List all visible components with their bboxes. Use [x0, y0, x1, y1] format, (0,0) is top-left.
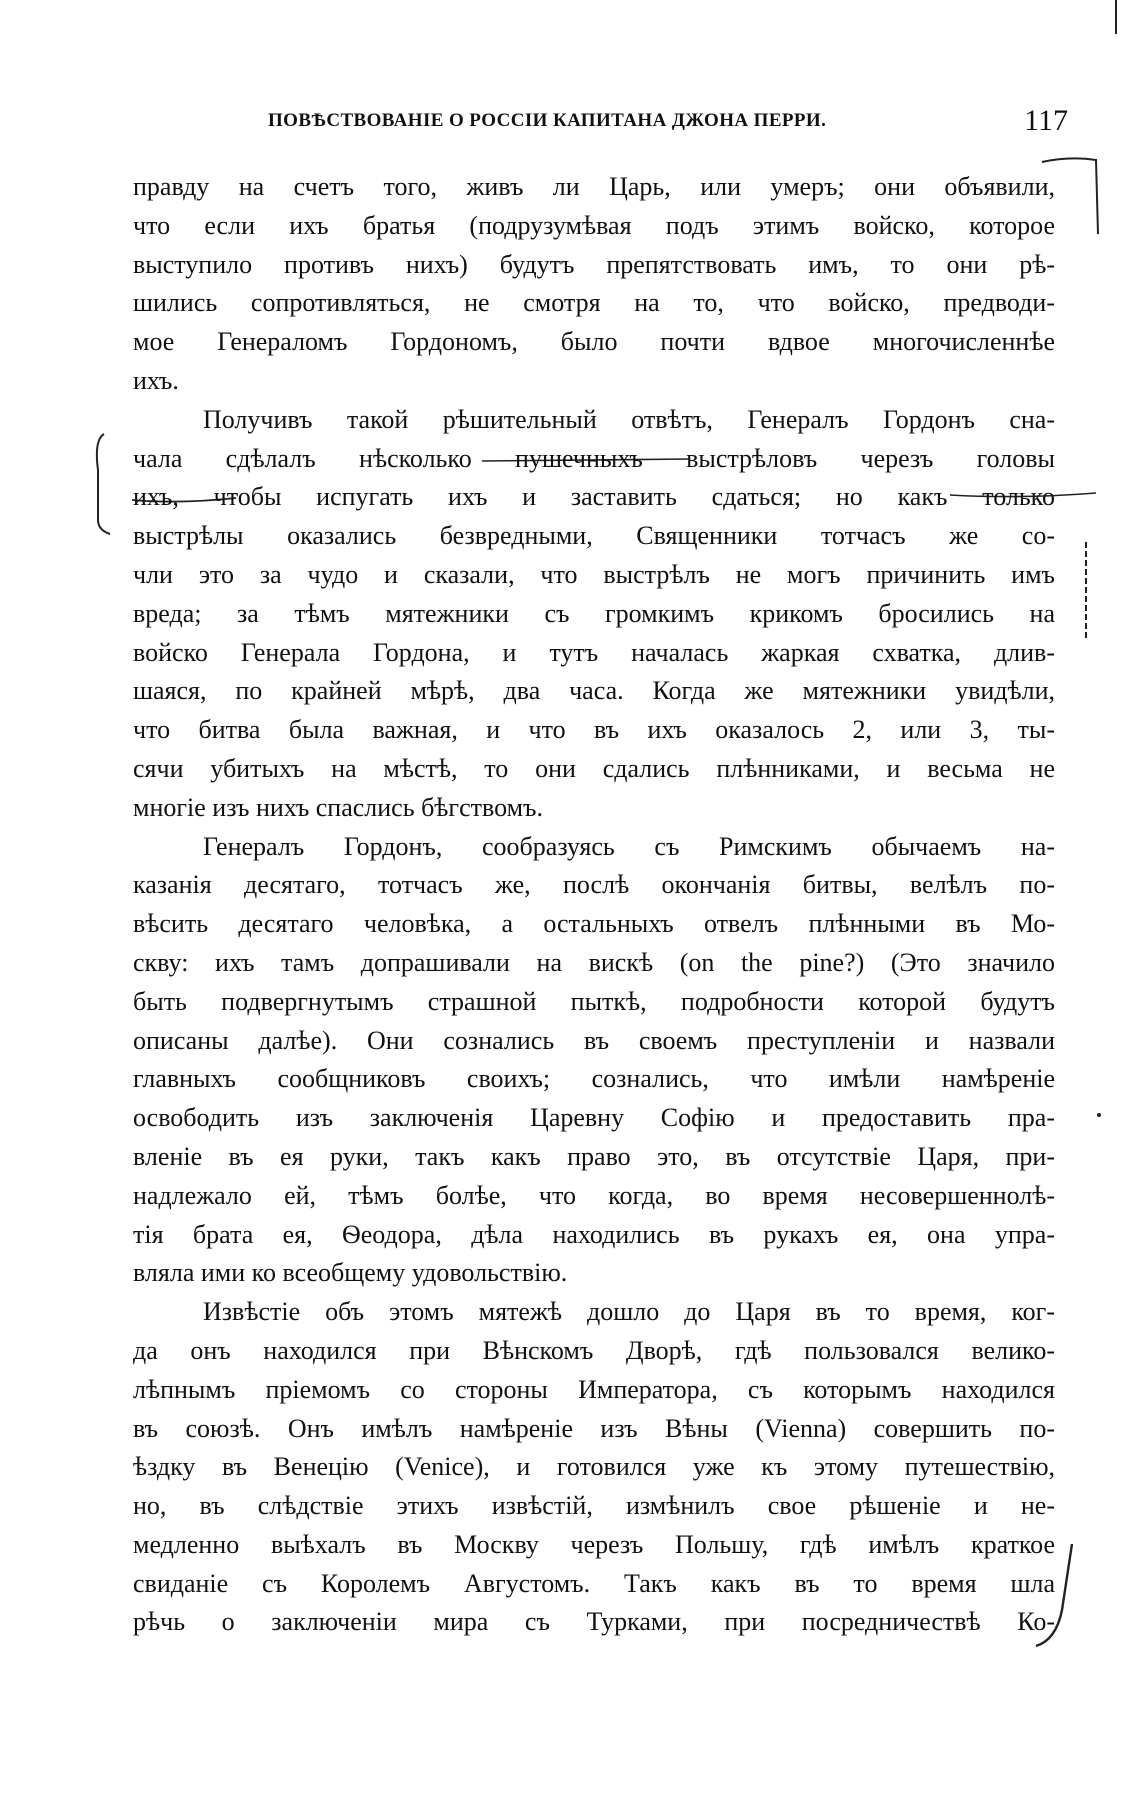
- running-title: ПОВѢСТВОВАНІЕ О РОССІИ КАПИТАНА ДЖОНА ПЕРРИ.: [268, 110, 827, 131]
- text-line: Генералъ Гордонъ, сообразуясь съ Римскимъ обычаемъ на-: [203, 831, 1055, 861]
- text-line: медленно выѣхалъ въ Москву черезъ Польшу, гдѣ имѣлъ краткое: [133, 1529, 1055, 1559]
- text-line: чала сдѣлалъ нѣсколько пушечныхъ выстрѣловъ черезъ головы: [133, 443, 1055, 473]
- running-head: [268, 104, 1068, 140]
- text-line: мое Генераломъ Гордономъ, было почти вдвое многочисленнѣе: [133, 327, 1055, 357]
- text-line: шаяся, по крайней мѣрѣ, два часа. Когда же мятежники увидѣли,: [133, 676, 1055, 706]
- margin-bracket-right-middle: [1076, 540, 1096, 650]
- text-line: лѣпнымъ пріемомъ со стороны Императора, съ которымъ находился: [133, 1374, 1055, 1404]
- margin-bracket-left: [90, 430, 120, 540]
- page-edge-mark: [1104, 0, 1124, 40]
- text-line: вляла ими ко всеобщему удовольствію.: [133, 1258, 568, 1288]
- text-line: быть подвергнутымъ страшной пыткѣ, подробности которой будутъ: [133, 986, 1055, 1016]
- text-line: но, въ слѣдствіе этихъ извѣстій, измѣнилъ свое рѣшеніе и не-: [133, 1491, 1055, 1521]
- text-line: выстрѣлы оказались безвредными, Священники тотчасъ же со-: [133, 521, 1055, 551]
- text-line: вреда; за тѣмъ мятежники съ громкимъ крикомъ бросились на: [133, 598, 1055, 628]
- text-line: въ союзѣ. Онъ имѣлъ намѣреніе изъ Вѣны (Vienna) совершить по-: [133, 1413, 1055, 1443]
- text-line: правду на счетъ того, живъ ли Царь, или умеръ; они объявили,: [133, 172, 1055, 201]
- text-line: тія брата ея, Ѳеодора, дѣла находились въ рукахъ ея, она упра-: [133, 1219, 1055, 1249]
- text-line: надлежало ей, тѣмъ болѣе, что когда, во время несовершеннолѣ-: [133, 1180, 1055, 1210]
- text-line: описаны далѣе). Они сознались въ своемъ преступленіи и назвали: [133, 1025, 1055, 1055]
- text-line: войско Генерала Гордона, и тутъ началась жаркая схватка, длив-: [133, 637, 1055, 667]
- text-line: что если ихъ братья (подрузумѣвая подъ этимъ войско, которое: [133, 210, 1055, 240]
- text-line: Извѣстіе объ этомъ мятежѣ дошло до Царя въ то время, ког-: [203, 1297, 1055, 1327]
- text-line: ѣздку въ Венецію (Venice), и готовился уже къ этому путешествію,: [133, 1452, 1055, 1482]
- text-line: многіе изъ нихъ спаслись бѣгствомъ.: [133, 792, 543, 822]
- text-line: главныхъ сообщниковъ своихъ; сознались, что имѣли намѣреніе: [133, 1064, 1055, 1094]
- text-line: да онъ находился при Вѣнскомъ Дворѣ, гдѣ пользовался велико-: [133, 1335, 1055, 1365]
- margin-dot: [1094, 1110, 1104, 1120]
- text-line: шились сопротивляться, не смотря на то, что войско, предводи-: [133, 288, 1055, 318]
- text-line: Получивъ такой рѣшительный отвѣтъ, Генералъ Гордонъ сна-: [203, 404, 1055, 434]
- text-line: ихъ, чтобы испугать ихъ и заставить сдаться; но какъ только: [133, 482, 1055, 512]
- text-line: чли это за чудо и сказали, что выстрѣлъ не могъ причинить имъ: [133, 559, 1055, 589]
- body-text: [133, 168, 1055, 1642]
- text-line: ихъ.: [133, 365, 179, 395]
- text-line: освободить изъ заключенія Царевну Софію и предоставить пра-: [133, 1103, 1055, 1133]
- text-line: скву: ихъ тамъ допрашивали на вискѣ (on the pine?) (Это значило: [133, 947, 1055, 977]
- text-line: что битва была важная, и что въ ихъ оказалось 2, или 3, ты-: [133, 715, 1055, 745]
- text-line: вленіе въ ея руки, такъ какъ право это, въ отсутствіе Царя, при-: [133, 1141, 1055, 1171]
- text-line: свиданіе съ Королемъ Августомъ. Такъ какъ въ то время шла: [133, 1568, 1055, 1598]
- text-line: вѣсить десятаго человѣка, а остальныхъ отвелъ плѣнными въ Мо-: [133, 909, 1055, 939]
- page-number: 117: [1024, 104, 1068, 137]
- text-line: сячи убитыхъ на мѣстѣ, то они сдались плѣнниками, и весьма не: [133, 753, 1055, 783]
- text-line: казанія десятаго, тотчасъ же, послѣ окончанія битвы, велѣлъ по-: [133, 870, 1055, 900]
- text-line: выступило противъ нихъ) будутъ препятствовать имъ, то они рѣ-: [133, 249, 1055, 279]
- text-line: рѣчь о заключеніи мира съ Турками, при посредничествѣ Ко-: [133, 1607, 1055, 1637]
